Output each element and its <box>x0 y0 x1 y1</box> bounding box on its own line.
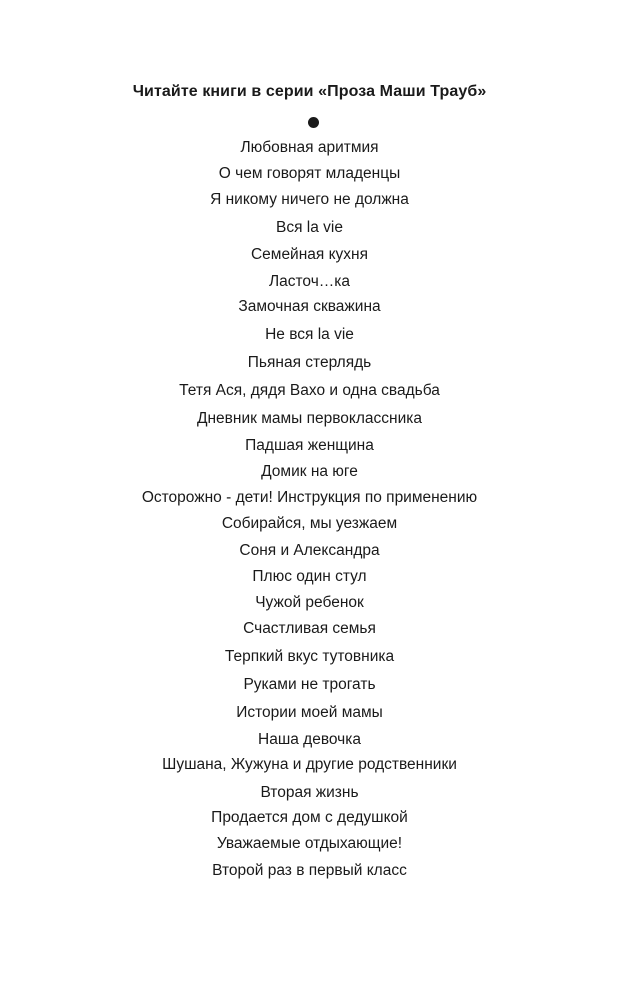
book-title: Ласточ…ка <box>268 273 351 290</box>
book-title: Семейная кухня <box>250 246 369 263</box>
book-title: Вторая жизнь <box>260 784 359 801</box>
book-title: Любовная аритмия <box>240 139 379 156</box>
book-title: Плюс один стул <box>252 568 367 585</box>
book-title: Счастливая семья <box>243 620 376 637</box>
book-title: Руками не трогать <box>243 676 376 693</box>
bullet-dot-icon <box>308 117 319 128</box>
book-title: Терпкий вкус тутовника <box>224 648 395 665</box>
book-title: О чем говорят младенцы <box>218 165 401 182</box>
book-title: Пьяная стерлядь <box>247 354 372 371</box>
book-title: Продается дом с дедушкой <box>211 809 408 826</box>
book-title: Не вся la vie <box>265 326 354 343</box>
book-title: Вся la vie <box>276 219 343 236</box>
book-title: Соня и Александра <box>239 542 380 559</box>
book-title: Шушана, Жужуна и другие родственники <box>162 756 457 773</box>
book-title: Собирайся, мы уезжаем <box>221 515 398 532</box>
book-title: Я никому ничего не должна <box>210 191 409 208</box>
book-title: Уважаемые отдыхающие! <box>216 835 403 852</box>
book-title: Замочная скважина <box>238 298 381 315</box>
book-title: Второй раз в первый класс <box>212 862 407 879</box>
book-title: Тетя Ася, дядя Вахо и одна свадьба <box>179 382 440 399</box>
book-title: Падшая женщина <box>245 437 374 454</box>
book-title: Истории моей мамы <box>236 704 383 721</box>
book-title: Домик на юге <box>261 463 358 480</box>
series-heading: Читайте книги в серии «Проза Маши Трауб» <box>132 83 487 100</box>
book-title: Наша девочка <box>258 731 361 748</box>
book-title: Чужой ребенок <box>255 594 364 611</box>
book-title: Осторожно - дети! Инструкция по применению <box>141 489 478 506</box>
book-title: Дневник мамы первоклассника <box>197 410 422 427</box>
